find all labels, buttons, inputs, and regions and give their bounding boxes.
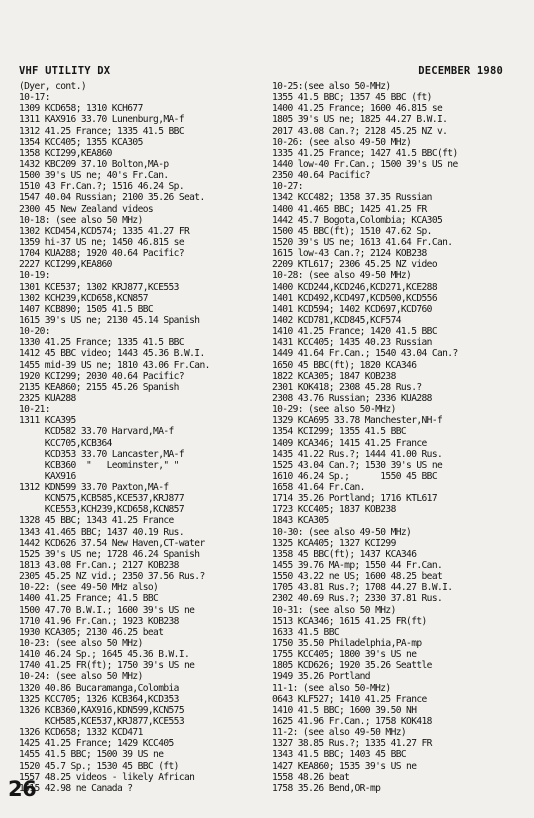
log-line: 1354 KCC405; 1355 KCA305 <box>19 136 143 148</box>
log-line: 1557 48.25 videos - likely African <box>19 771 195 783</box>
log-line: 1520 39's US ne; 1613 41.64 Fr.Can. <box>272 236 453 248</box>
log-line: 1740 41.25 FR(ft); 1750 39's US ne <box>19 660 195 672</box>
log-line: 10-22: (see 49-50 MHz also) <box>19 582 159 594</box>
log-line: 10-21: <box>19 404 50 416</box>
log-line: 1342 KCC482; 1358 37.35 Russian <box>272 192 432 204</box>
log-line: 2301 KOK418; 2308 45.28 Rus.? <box>272 381 422 393</box>
log-line: 1805 39's US ne; 1825 44.27 B.W.I. <box>272 114 448 126</box>
log-line: 1325 KCA405; 1327 KCI299 <box>272 537 396 549</box>
log-line: 1822 KCA305; 1847 KOB238 <box>272 370 396 382</box>
log-line: 0643 KLF527; 1410 41.25 France <box>272 693 427 705</box>
log-line: 2305 45.25 NZ vid.; 2350 37.56 Rus.? <box>19 571 205 583</box>
log-line: 1525 39's US ne; 1728 46.24 Spanish <box>19 548 200 560</box>
log-line: 1455 39.76 MA-mp; 1550 44 Fr.Can. <box>272 560 443 572</box>
log-line: 1625 41.96 Fr.Can.; 1758 KOK418 <box>272 716 432 728</box>
log-line: 1400 41.25 France; 41.5 BBC <box>19 593 159 605</box>
log-line: 1311 KCA395 <box>19 415 76 427</box>
log-line: 10-28: (see also 49-50 MHz) <box>272 270 412 282</box>
log-line: 1354 KCI299; 1355 41.5 BBC <box>272 426 407 438</box>
log-line: 1407 KCB890; 1505 41.5 BBC <box>19 303 154 315</box>
log-line: 1427 KEA860; 1535 39's US ne <box>272 760 417 772</box>
log-line: 1312 41.25 France; 1335 41.5 BBC <box>19 125 184 137</box>
log-line: 1302 KCH239,KCD658,KCN857 <box>19 292 148 304</box>
log-line: 1755 KCC405; 1800 39's US ne <box>272 649 417 661</box>
log-line: 1301 KCE537; 1302 KRJ877,KCE553 <box>19 281 179 293</box>
page-header <box>19 65 503 79</box>
log-line: 1326 KCB360,KAX916,KDN599,KCN575 <box>19 704 184 716</box>
log-line: 10-25:(see also 50-MHz) <box>272 81 391 92</box>
log-line: 1335 41.25 France; 1427 41.5 BBC(ft) <box>272 147 458 159</box>
log-line: 1520 45.7 Sp.; 1530 45 BBC (ft) <box>19 760 179 772</box>
log-line: 1330 41.25 France; 1335 41.5 BBC <box>19 337 184 349</box>
log-line: KCC705,KCB364 <box>19 437 112 449</box>
log-line: 1615 39's US ne; 2130 45.14 Spanish <box>19 314 200 326</box>
log-line: (Dyer, cont.) <box>19 81 87 92</box>
log-line: 1610 46.24 Sp.; 1550 45 BBC <box>272 470 437 482</box>
log-line: 10-24: (see also 50 MHz) <box>19 671 143 683</box>
log-line: 1442 KCD626 37.54 New Haven,CT-water <box>19 537 205 549</box>
log-line: 1843 KCA305 <box>272 515 329 527</box>
log-line: 1650 45 BBC(ft); 1820 KCA346 <box>272 359 417 371</box>
log-line: 1431 KCC405; 1435 40.23 Russian <box>272 337 432 349</box>
log-line: 1325 KCC705; 1326 KCB364,KCD353 <box>19 693 179 705</box>
log-line: KAX916 <box>19 470 76 482</box>
log-line: 1455 41.5 BBC; 1500 39 US ne <box>19 749 164 761</box>
log-line: 1409 KCA346; 1415 41.25 France <box>272 437 427 449</box>
log-line: 1401 KCD594; 1402 KCD697,KCD760 <box>272 303 432 315</box>
log-line: 1723 KCC405; 1837 KOB238 <box>272 504 396 516</box>
log-line: 1355 41.5 BBC; 1357 45 BBC (ft) <box>272 92 432 104</box>
log-line: 1410 41.5 BBC; 1600 39.50 NH <box>272 704 417 716</box>
log-line: 1949 35.26 Portland <box>272 671 370 683</box>
log-line: 1500 45 BBC(ft); 1510 47.62 Sp. <box>272 225 432 237</box>
log-line: 1500 39's US ne; 40's Fr.Can. <box>19 170 169 182</box>
log-line: 10-19: <box>19 270 50 282</box>
log-line: KCB360 " Leominster," " <box>19 459 179 471</box>
log-line: 1432 KBC209 37.10 Bolton,MA-p <box>19 158 169 170</box>
issue-date: DECEMBER 1980 <box>418 65 503 77</box>
log-line: 1343 41.465 BBC; 1437 40.19 Rus. <box>19 526 184 538</box>
log-line: 2308 43.76 Russian; 2336 KUA288 <box>272 392 432 404</box>
log-line: 1400 KCD244,KCD246,KCD271,KCE288 <box>272 281 437 293</box>
log-line: 1358 KCI299,KEA860 <box>19 147 112 159</box>
log-line: 1750 35.50 Philadelphia,PA-mp <box>272 638 422 650</box>
log-line: 1425 41.25 France; 1429 KCC405 <box>19 738 174 750</box>
log-line: 1813 43.08 Fr.Can.; 2127 KOB238 <box>19 560 179 572</box>
log-line: 1440 low-40 Fr.Can.; 1500 39's US ne <box>272 158 458 170</box>
log-line: 10-17: <box>19 92 50 104</box>
log-line: 1410 46.24 Sp.; 1645 45.36 B.W.I. <box>19 649 190 661</box>
log-line: 1449 41.64 Fr.Can.; 1540 43.04 Can.? <box>272 348 458 360</box>
log-line: 1312 KDN599 33.70 Paxton,MA-f <box>19 482 169 494</box>
log-line: 1705 43.81 Rus.?; 1708 44.27 B.W.I. <box>272 582 453 594</box>
log-line: 2300 45 New Zealand videos <box>19 203 154 215</box>
log-line: 1513 KCA346; 1615 41.25 FR(ft) <box>272 615 427 627</box>
log-line: 1547 40.04 Russian; 2100 35.26 Seat. <box>19 192 205 204</box>
log-line: 1920 KCI299; 2030 40.64 Pacific? <box>19 370 184 382</box>
log-line: 2302 40.69 Rus.?; 2330 37.81 Rus. <box>272 593 443 605</box>
right-column <box>272 81 512 794</box>
log-line: 11-1: (see also 50-MHz) <box>272 682 391 694</box>
log-line: 1550 43.22 ne US; 1600 48.25 beat <box>272 571 443 583</box>
log-line: 1328 45 BBC; 1343 41.25 France <box>19 515 174 527</box>
log-line: 11-2: (see also 49-50 MHz) <box>272 727 407 739</box>
log-line: 1558 48.26 beat <box>272 771 350 783</box>
log-line: 10-18: (see also 50 MHz) <box>19 214 143 226</box>
log-line: 1714 35.26 Portland; 1716 KTL617 <box>272 493 437 505</box>
log-line: KCD582 33.70 Harvard,MA-f <box>19 426 174 438</box>
log-line: 1309 KCD658; 1310 KCH677 <box>19 103 143 115</box>
log-line: 1320 40.86 Bucaramanga,Colombia <box>19 682 179 694</box>
log-line: 2350 40.64 Pacific? <box>272 170 370 182</box>
left-column <box>19 81 269 794</box>
log-line: 1455 mid-39 US ne; 1810 43.06 Fr.Can. <box>19 359 210 371</box>
log-line: KCN575,KCB585,KCE537,KRJ877 <box>19 493 184 505</box>
log-line: 1442 45.7 Bogota,Colombia; KCA305 <box>272 214 443 226</box>
log-line: 1401 KCD492,KCD497,KCD500,KCD556 <box>272 292 437 304</box>
log-line: 1758 35.26 Bend,OR-mp <box>272 782 381 794</box>
log-line: 1359 hi-37 US ne; 1450 46.815 se <box>19 236 184 248</box>
log-line: 1704 KUA288; 1920 40.64 Pacific? <box>19 248 184 260</box>
log-line: KCH585,KCE537,KRJ877,KCE553 <box>19 716 184 728</box>
log-line: 2227 KCI299,KEA860 <box>19 259 112 271</box>
log-line: 1400 41.465 BBC; 1425 41.25 FR <box>272 203 427 215</box>
log-line: 1358 45 BBC(ft); 1437 KCA346 <box>272 548 417 560</box>
log-line: 1311 KAX916 33.70 Lunenburg,MA-f <box>19 114 184 126</box>
log-line: 10-29: (see also 50-MHz) <box>272 404 396 416</box>
log-line: 1410 41.25 France; 1420 41.5 BBC <box>272 326 437 338</box>
log-line: 1500 47.70 B.W.I.; 1600 39's US ne <box>19 604 195 616</box>
publication-title: VHF UTILITY DX <box>19 65 111 77</box>
log-line: 2135 KEA860; 2155 45.26 Spanish <box>19 381 179 393</box>
log-line: 1710 41.96 Fr.Can.; 1923 KOB238 <box>19 615 179 627</box>
log-line: 1326 KCD658; 1332 KCD471 <box>19 727 143 739</box>
log-line: 2325 KUA288 <box>19 392 76 404</box>
log-line: 10-30: (see also 49-50 MHz) <box>272 526 412 538</box>
log-line: 1930 KCA305; 2130 46.25 beat <box>19 626 164 638</box>
log-line: 10-26: (see also 49-50 MHz) <box>272 136 412 148</box>
log-line: 1658 41.64 Fr.Can. <box>272 482 365 494</box>
log-line: 1805 KCD626; 1920 35.26 Seattle <box>272 660 432 672</box>
log-line: 1633 41.5 BBC <box>272 626 340 638</box>
log-line: 1327 38.85 Rus.?; 1335 41.27 FR <box>272 738 432 750</box>
log-line: 2209 KTL617; 2306 45.25 NZ video <box>272 259 437 271</box>
log-line: 1400 41.25 France; 1600 46.815 se <box>272 103 443 115</box>
log-line: 1615 42.98 ne Canada ? <box>19 782 133 794</box>
log-line: 1435 41.22 Rus.?; 1444 41.00 Rus. <box>272 448 443 460</box>
log-line: 10-20: <box>19 326 50 338</box>
log-line: KCE553,KCH239,KCD658,KCN857 <box>19 504 184 516</box>
log-line: 1343 41.5 BBC; 1403 45 BBC <box>272 749 407 761</box>
log-line: 2017 43.08 Can.?; 2128 45.25 NZ v. <box>272 125 448 137</box>
log-line: 1510 43 Fr.Can.?; 1516 46.24 Sp. <box>19 181 184 193</box>
log-line: 1615 low-43 Can.?; 2124 KOB238 <box>272 248 427 260</box>
log-line: 10-23: (see also 50 MHz) <box>19 638 143 650</box>
log-line: 1302 KCD454,KCD574; 1335 41.27 FR <box>19 225 190 237</box>
log-line: 1402 KCD781,KCD845,KCF574 <box>272 314 401 326</box>
log-line: 10-31: (see also 50 MHz) <box>272 604 396 616</box>
log-line: 1525 43.04 Can.?; 1530 39's US ne <box>272 459 443 471</box>
log-line: 1412 45 BBC video; 1443 45.36 B.W.I. <box>19 348 205 360</box>
page-number: 26 <box>8 777 37 801</box>
log-line: KCD353 33.70 Lancaster,MA-f <box>19 448 184 460</box>
log-line: 10-27: <box>272 181 303 193</box>
log-line: 1329 KCA695 33.78 Manchester,NH-f <box>272 415 443 427</box>
